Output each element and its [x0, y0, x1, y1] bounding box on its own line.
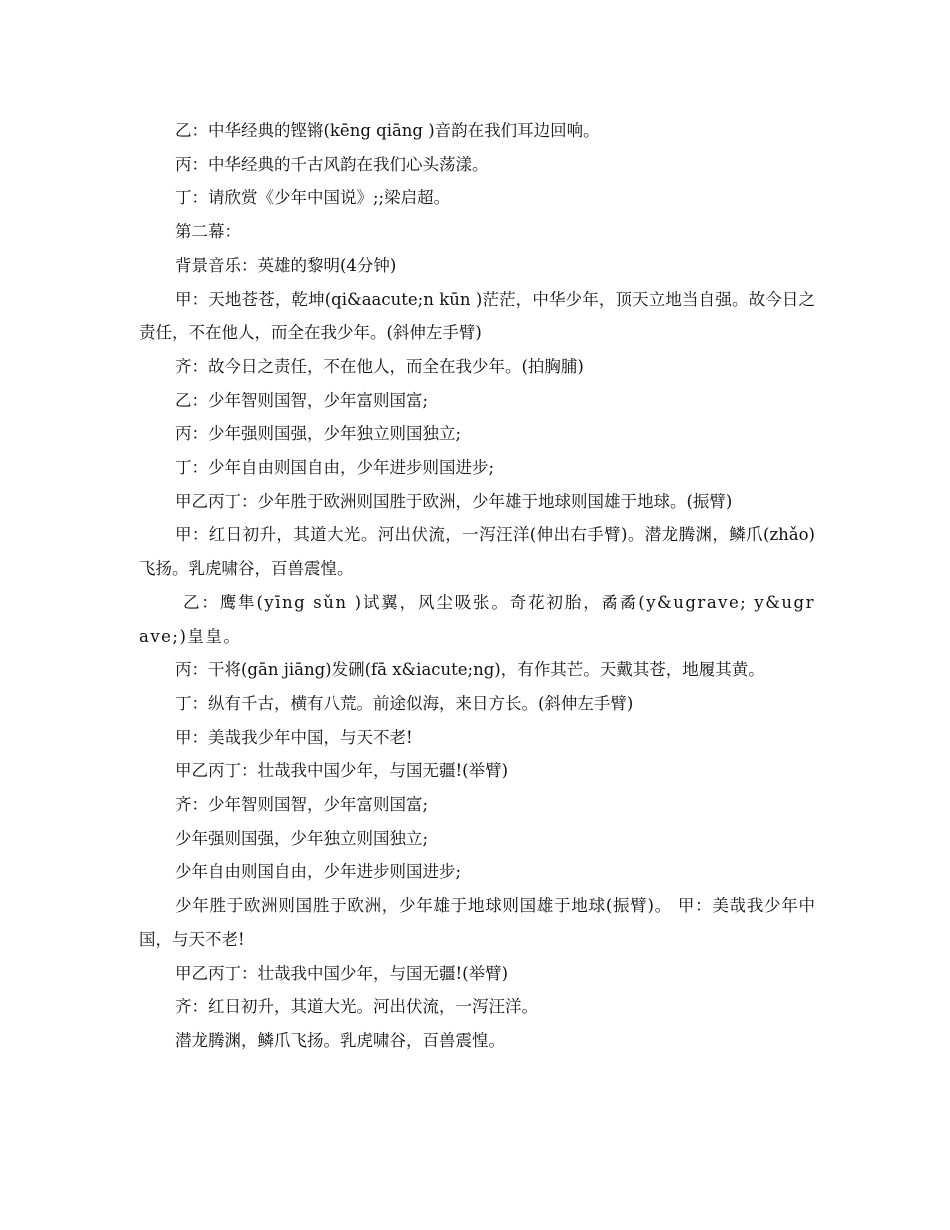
- line-qi-2: 齐：少年智则国智，少年富则国富;: [175, 795, 429, 815]
- act-heading: 第二幕：: [175, 222, 241, 242]
- line-bing-intro: 丙：中华经典的千古风韵在我们心头荡漾。: [175, 154, 489, 174]
- line-qi-2b: 少年强则国强，少年独立则国独立;: [175, 828, 429, 848]
- line-yi-2: 乙：鹰隼(yīng sǔn )试翼，风尘吸张。奇花初胎，矞矞(y&ugrave; y&ugrave;)皇皇。: [139, 592, 815, 646]
- line-jia-2: 甲：红日初升，其道大光。河出伏流，一泻汪洋(伸出右手臂)。潜龙腾渊，鳞爪(zhǎo)飞扬。乳虎啸谷，百兽震惶。: [139, 525, 815, 579]
- line-jia-3: 甲：美哉我少年中国，与天不老!: [175, 727, 413, 747]
- line-qi-2d: 少年胜于欧洲则国胜于欧洲，少年雄于地球则国雄于地球(振臂)。 甲：美哉我少年中国，与天不老!: [139, 896, 815, 949]
- line-ding-2: 丁：纵有千古，横有八荒。前途似海，来日方长。(斜伸左手臂): [175, 693, 634, 713]
- line-qi-3: 齐：红日初升，其道大光。河出伏流，一泻汪洋。: [175, 997, 538, 1017]
- line-bing-2: 丙：干将(gān jiāng)发硎(fā x&iacute;ng)，有作其芒。天戴其苍，地履其黄。: [175, 660, 765, 680]
- background-music: 背景音乐：英雄的黎明(4分钟): [175, 255, 397, 275]
- line-all-1: 甲乙丙丁：少年胜于欧洲则国胜于欧洲，少年雄于地球则国雄于地球。(振臂): [175, 491, 733, 511]
- line-ding-intro: 丁：请欣赏《少年中国说》;;梁启超。: [175, 188, 451, 208]
- line-qi-3b: 潜龙腾渊，鳞爪飞扬。乳虎啸谷，百兽震惶。: [175, 1030, 505, 1050]
- line-qi-2c: 少年自由则国自由，少年进步则国进步;: [175, 862, 462, 882]
- line-all-3: 甲乙丙丁：壮哉我中国少年，与国无疆!(举臂): [175, 963, 509, 983]
- line-bing-1: 丙：少年强则国强，少年独立则国独立;: [175, 424, 462, 444]
- line-all-2: 甲乙丙丁：壮哉我中国少年，与国无疆!(举臂): [175, 761, 509, 781]
- line-ding-1: 丁：少年自由则国自由，少年进步则国进步;: [175, 458, 495, 478]
- line-qi-1: 齐：故今日之责任，不在他人，而全在我少年。(拍胸脯): [175, 356, 584, 376]
- script-text: [139, 114, 815, 1058]
- line-yi-1: 乙：少年智则国智，少年富则国富;: [175, 390, 429, 410]
- line-yi-intro: 乙：中华经典的铿锵(kēng qiāng )音韵在我们耳边回响。: [175, 121, 600, 140]
- line-jia-1: 甲：天地苍苍，乾坤(qi&aacute;n kūn )茫茫，中华少年，顶天立地当自强。故今日之责任，不在他人，而全在我少年。(斜伸左手臂): [139, 289, 815, 343]
